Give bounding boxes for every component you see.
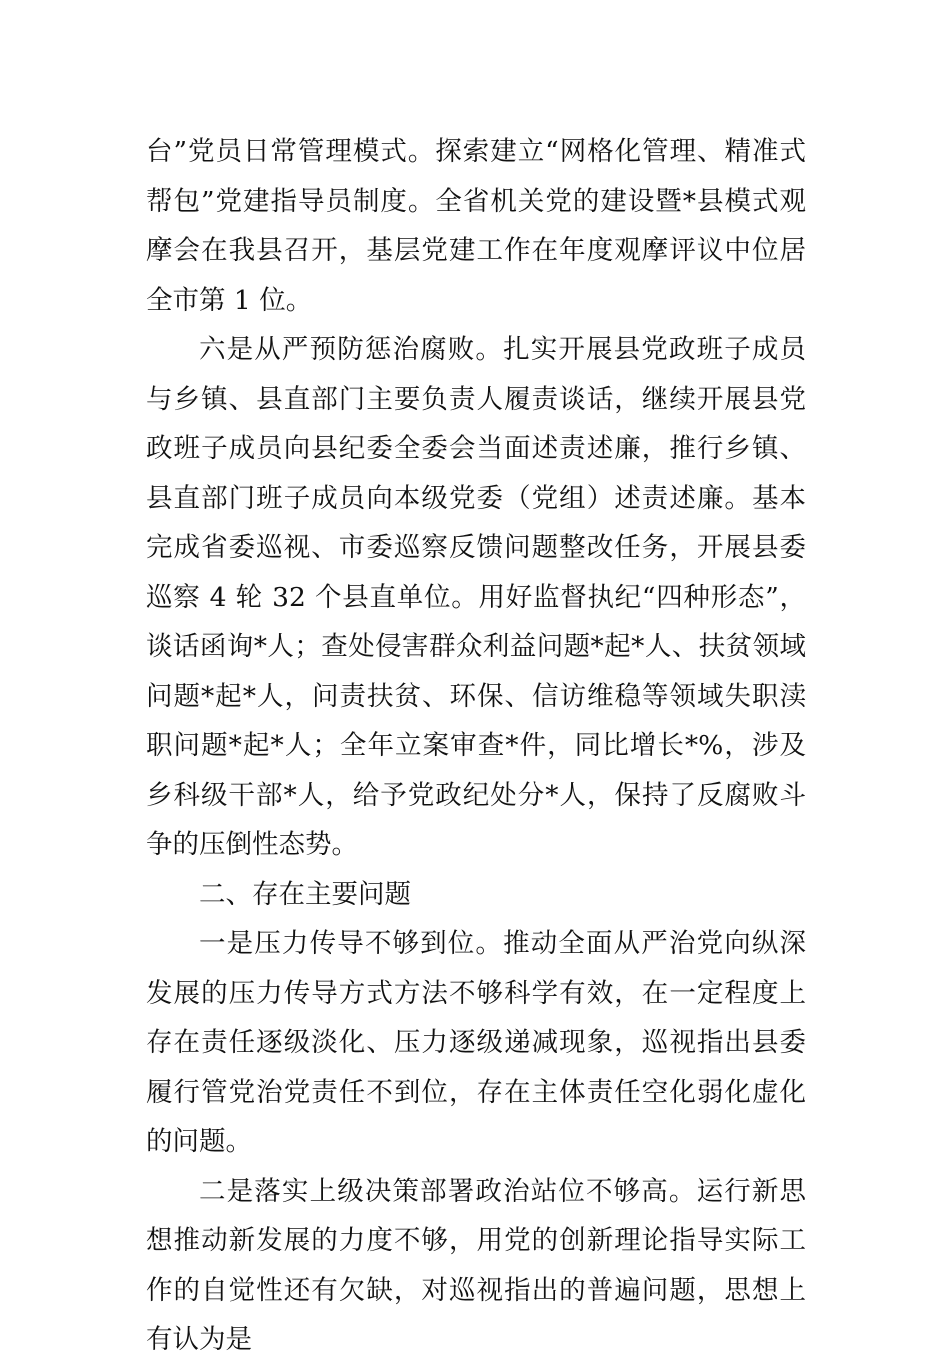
section-heading-problems: 二、存在主要问题 [199,878,411,910]
document-body [146,127,806,1365]
paragraph-political-stance: 二是落实上级决策部署政治站位不够高。运行新思想推动新发展的力度不够，用党的创新理论指导实际工作的自觉性还有欠缺，对巡视指出的普遍问题，思想上有认为是 [146,1175,806,1355]
paragraph-anticorruption: 六是从严预防惩治腐败。扎实开展县党政班子成员与乡镇、县直部门主要负责人履责谈话，继续开展县党政班子成员向县纪委全委会当面述责述廉，推行乡镇、县直部门班子成员向本级党委（党组）述责述廉。基本完成省委巡视、市委巡察反馈问题整改任务，开展县委巡察 4 轮 32 个县直单位。用好监督执纪“四种形态”，谈话函询*人；查处侵害群众利益问题*起*人、扶贫领域问题*起*人，问责扶贫、环保、信访维稳等领域失职渎职问题*起*人；全年立案审查*件，同比增长*%，涉及乡科级干部*人，给予党政纪处分*人，保持了反腐败斗争的压倒性态势。 [146,334,806,860]
paragraph-continuation: 台”党员日常管理模式。探索建立“网格化管理、精准式帮包”党建指导员制度。全省机关党的建设暨*县模式观摩会在我县召开，基层党建工作在年度观摩评议中位居全市第 1 位。 [146,136,806,316]
paragraph-pressure-transmission: 一是压力传导不够到位。推动全面从严治党向纵深发展的压力传导方式方法不够科学有效，在一定程度上存在责任逐级淡化、压力逐级递减现象，巡视指出县委履行管党治党责任不到位，存在主体责任空化弱化虚化的问题。 [146,928,806,1157]
